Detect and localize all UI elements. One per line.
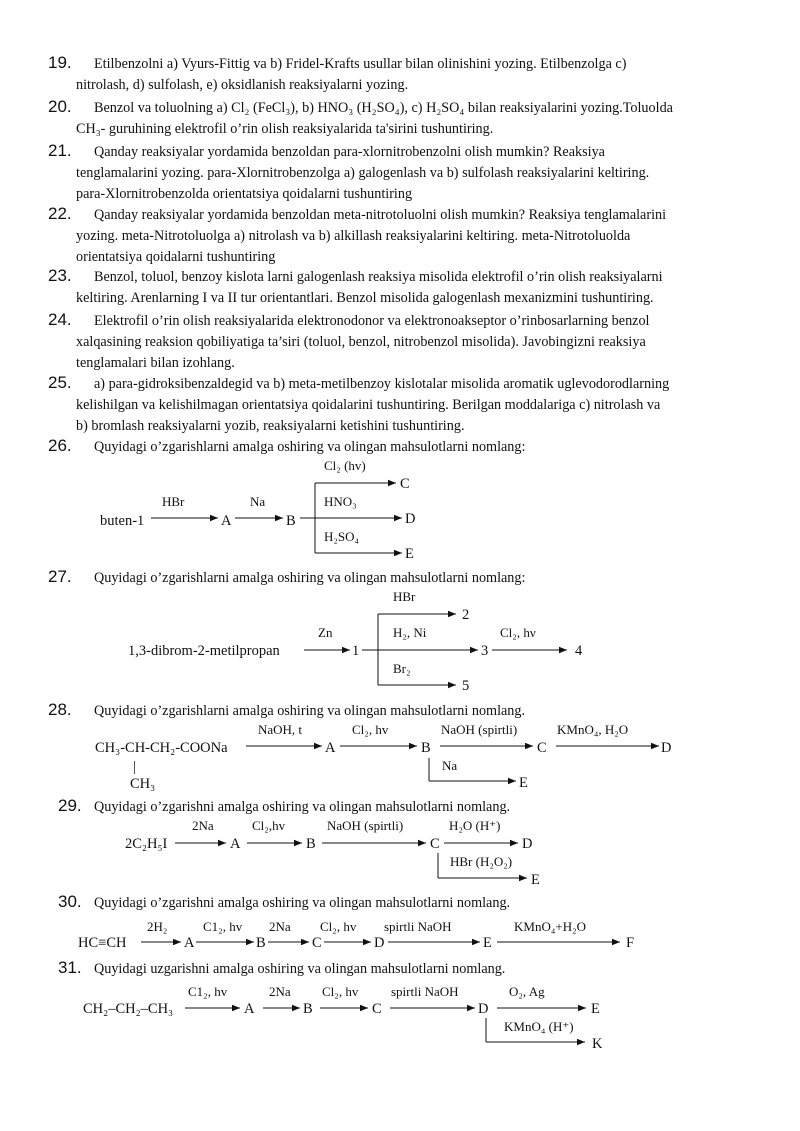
compound-E: E xyxy=(531,872,540,888)
reagent-label: Cl₂,hv xyxy=(252,818,286,833)
reagent-label: H₂O (H⁺) xyxy=(449,818,501,833)
reagent-label: spirtli NaOH xyxy=(391,984,459,999)
question-line: Quyidagi o’zgarishlarni amalga oshiring va olingan mahsulotlarni nomlang. xyxy=(94,703,526,719)
reagent-label: NaOH (spirtli) xyxy=(441,722,518,737)
question-number: 26. xyxy=(48,436,72,455)
question-line: nitrolash, d) sulfolash, e) oksidlanish reaksiyalarni yozing. xyxy=(76,77,409,93)
reagent-label: 2Na xyxy=(192,818,214,833)
reagent-label: KMnO₄+H₂O xyxy=(514,919,587,934)
reagent-label: NaOH (spirtli) xyxy=(327,818,404,833)
substituent: CH₃ xyxy=(130,776,156,792)
question-number: 30. xyxy=(58,892,82,911)
reagent-label: O₂, Ag xyxy=(509,984,545,999)
compound-K: K xyxy=(592,1036,603,1052)
compound-A: A xyxy=(221,513,232,529)
compound-C: C xyxy=(430,836,440,852)
product-4: 4 xyxy=(575,643,583,659)
compound-D: D xyxy=(405,511,416,527)
start-compound: HC≡CH xyxy=(78,935,127,951)
reagent-label: Cl₂, hν xyxy=(500,625,536,640)
question-line: yozing. meta-Nitrotoluolga a) nitrolash va b) alkillash reaksiyalarini keltiring. meta-Nitrotoluolda xyxy=(76,228,631,244)
question-line: para-Xlornitrobenzolda orientatsiya qoidalarni tushuntiring xyxy=(76,186,413,202)
reagent-label: Cl₂ (hv) xyxy=(324,458,366,473)
question-line: kelishilgan va kelishilmagan orientatsiya qoidalarini tushuntiring. Berilgan moddalariga c) nitrolash va xyxy=(76,397,661,413)
compound-B: B xyxy=(421,740,431,756)
product-1: 1 xyxy=(352,643,360,659)
compound-B: B xyxy=(303,1001,313,1017)
question-28 xyxy=(48,699,754,722)
reagent-label: Na xyxy=(250,494,266,509)
question-line: Quyidagi o’zgarishni amalga oshiring va olingan mahsulotlarni nomlang. xyxy=(94,799,511,815)
compound-D: D xyxy=(374,935,385,951)
question-number: 28. xyxy=(48,700,72,719)
compound-E: E xyxy=(483,935,492,951)
compound-A: A xyxy=(325,740,336,756)
reagent-label: Cl₂, hv xyxy=(352,722,389,737)
question-line: Benzol va toluolning a) Cl₂ (FeCl₃), b) HNO₃ (H₂SO₄), c) H₂SO₄ bilan reaksiyalarini yozing.Toluolda xyxy=(94,100,673,116)
compound-C: C xyxy=(537,740,547,756)
compound-A: A xyxy=(184,935,195,951)
question-line: Benzol, toluol, benzoy kislota larni galogenlash reaksiya misolida elektrofil o’rin olish reaksiyalarni xyxy=(94,269,663,285)
question-line: tenglamalari bilan izohlang. xyxy=(76,355,235,371)
question-number: 22. xyxy=(48,204,72,223)
question-line: Qanday reaksiyalar yordamida benzoldan para-xlornitrobenzolni olish mumkin? Reaksiya xyxy=(94,144,605,160)
compound-A: A xyxy=(230,836,241,852)
question-line: xalqasining reaksion qobiliyatiga ta’siri (toluol, benzol, nitrobenzol misolida). Javobingizni reaksiya xyxy=(76,334,646,350)
question-number: 23. xyxy=(48,266,72,285)
compound-D: D xyxy=(661,740,672,756)
reagent-label: spirtli NaOH xyxy=(384,919,452,934)
compound-B: B xyxy=(306,836,316,852)
question-number: 20. xyxy=(48,97,72,116)
compound-A: A xyxy=(244,1001,255,1017)
reagent-label: Br₂ xyxy=(393,661,411,676)
reagent-label: 2H₂ xyxy=(147,919,168,934)
question-number: 24. xyxy=(48,310,72,329)
compound-B: B xyxy=(256,935,266,951)
question-number: 29. xyxy=(58,796,82,815)
question-line: b) bromlash reaksiyalarni yozib, reaksiyalarni ketishini tushuntiring. xyxy=(76,418,465,434)
reagent-label: NaOH, t xyxy=(258,722,303,737)
compound-C: C xyxy=(400,476,410,492)
branch-bond: | xyxy=(133,759,136,775)
question-31 xyxy=(58,957,758,980)
question-line: Quyidagi uzgarishni amalga oshiring va olingan mahsulotlarni nomlang. xyxy=(94,961,506,977)
reagent-label: HNO₃ xyxy=(324,494,357,509)
reagent-label: H₂, Ni xyxy=(393,625,427,640)
compound-C: C xyxy=(312,935,322,951)
reagent-label: C1₂, hv xyxy=(203,919,243,934)
compound-F: F xyxy=(626,935,635,951)
question-number: 31. xyxy=(58,958,82,977)
question-line: a) para-gidroksibenzaldegid va b) meta-metilbenzoy kislotalar misolida aromatik uglevodorodlarning xyxy=(94,376,670,392)
question-line: orientatsiya qoidalarni tushuntiring xyxy=(76,249,276,265)
compound-E: E xyxy=(591,1001,600,1017)
reagent-label: KMnO₄, H₂O xyxy=(557,722,629,737)
question-line: Elektrofil o’rin olish reaksiyalarida elektronodonor va elektronoakseptor o’rinbosarlarning benzol xyxy=(94,313,650,329)
reagent-label: HBr (H₂O₂) xyxy=(450,854,513,869)
question-line: Quyidagi o’zgarishlarni amalga oshiring va olingan mahsulotlarni nomlang: xyxy=(94,570,526,586)
reagent-label: H₂SO₄ xyxy=(324,529,360,544)
question-27 xyxy=(48,566,754,589)
compound-B: B xyxy=(286,513,296,529)
compound-E: E xyxy=(519,775,528,791)
question-line: Etilbenzolni a) Vyurs-Fittig va b) Fridel-Krafts usullar bilan olinishini yozing. Etilbenzolga c) xyxy=(94,56,627,72)
start-compound: buten-1 xyxy=(100,513,145,529)
reagent-label: Cl₂, hv xyxy=(320,919,357,934)
question-number: 25. xyxy=(48,373,72,392)
product-2: 2 xyxy=(462,607,470,623)
reagent-label: 2Na xyxy=(269,984,291,999)
question-line: tenglamalarini yozing. para-Xlornitrobenzolga a) galogenlash va b) sulfolash reaksiyalarini keltiring. xyxy=(76,165,650,181)
question-number: 27. xyxy=(48,567,72,586)
question-29 xyxy=(58,795,758,818)
question-line: Quyidagi o’zgarishlarni amalga oshiring va olingan mahsulotlarni nomlang: xyxy=(94,439,526,455)
reagent-label: Cl₂, hv xyxy=(322,984,359,999)
compound-D: D xyxy=(478,1001,489,1017)
question-line: Qanday reaksiyalar yordamida benzoldan meta-nitrotoluolni olish mumkin? Reaksiya tenglamalarini xyxy=(94,207,667,223)
start-compound: CH₂–CH₂–CH₃ xyxy=(83,1001,174,1017)
reagent-label: C1₂, hv xyxy=(188,984,228,999)
question-line: CH₃- guruhining elektrofil o’rin olish reaksiyalarida ta'sirini tushuntiring. xyxy=(76,121,494,137)
compound-D: D xyxy=(522,836,533,852)
question-line: keltiring. Arenlarning I va II tur orientantlari. Benzol misolida galogenlash mexanizmini tushuntiring. xyxy=(76,290,654,306)
product-3: 3 xyxy=(481,643,489,659)
reagent-label: Zn xyxy=(318,625,333,640)
question-number: 19. xyxy=(48,53,72,72)
question-number: 21. xyxy=(48,141,72,160)
start-compound: 2C₂H₅I xyxy=(125,836,168,852)
question-line: Quyidagi o’zgarishni amalga oshiring va olingan mahsulotlarni nomlang. xyxy=(94,895,511,911)
reagent-label: KMnO₄ (H⁺) xyxy=(504,1019,574,1034)
reagent-label: 2Na xyxy=(269,919,291,934)
reagent-label: HBr xyxy=(393,589,416,604)
start-compound: 1,3-dibrom-2-metilpropan xyxy=(128,643,280,659)
reagent-label: HBr xyxy=(162,494,185,509)
question-30 xyxy=(58,891,758,914)
product-5: 5 xyxy=(462,678,470,694)
reagent-label: Na xyxy=(442,758,458,773)
compound-E: E xyxy=(405,546,414,562)
compound-C: C xyxy=(372,1001,382,1017)
start-compound: CH₃-CH-CH₂-COONa xyxy=(95,740,228,756)
